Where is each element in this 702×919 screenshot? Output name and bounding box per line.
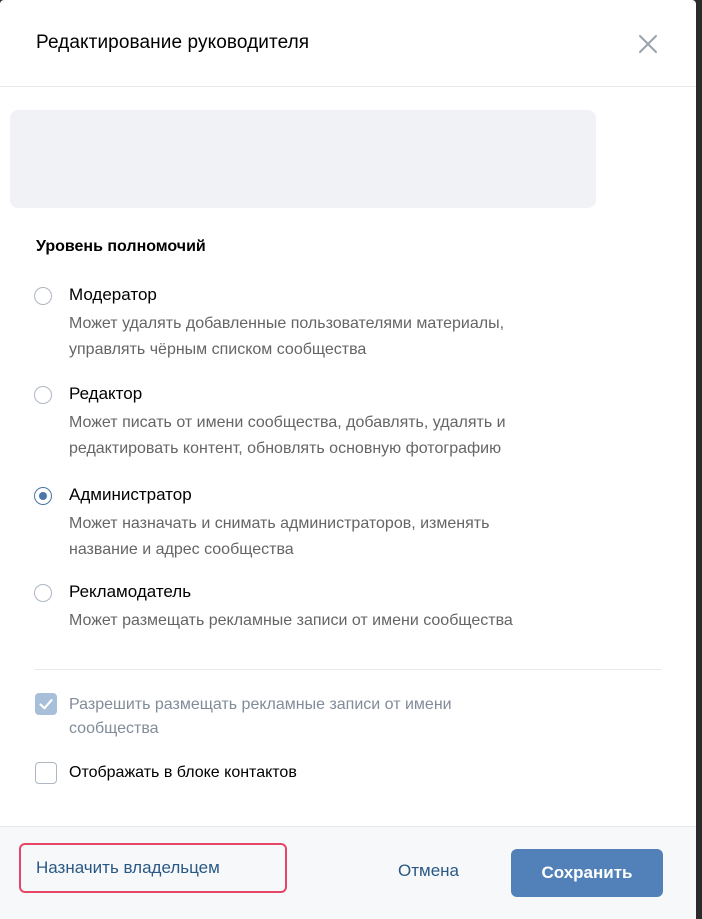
allow-ads-checkbox[interactable] — [35, 693, 57, 715]
option-description — [69, 608, 639, 634]
divider — [35, 669, 661, 670]
description-line: название и адрес сообщества — [69, 541, 294, 558]
option-description — [69, 311, 639, 363]
radio-option-editor[interactable] — [34, 383, 674, 463]
assign-owner-label: Назначить владельцем — [36, 858, 220, 877]
advertiser-radio[interactable] — [34, 584, 52, 602]
dialog-title: Редактирование руководителя — [36, 32, 310, 53]
description-line: Может назначать и снимать администраторов, изменять — [69, 515, 490, 532]
option-label: Администратор — [69, 485, 192, 504]
close-icon[interactable] — [636, 32, 660, 56]
option-label: Рекламодатель — [69, 582, 192, 601]
option-description — [69, 410, 639, 462]
checkmark-icon — [35, 693, 57, 715]
moderator-radio[interactable] — [34, 287, 52, 305]
show-in-contacts-label[interactable]: Отображать в блоке контактов — [69, 764, 297, 781]
checkbox-label-line: сообщества — [69, 720, 159, 737]
radio-option-administrator[interactable] — [34, 484, 674, 564]
description-line: Может удалять добавленные пользователями материалы, — [69, 315, 505, 332]
description-line: Может размещать рекламные записи от имени сообщества — [69, 612, 513, 629]
option-label: Модератор — [69, 285, 157, 304]
manager-card-placeholder — [10, 110, 596, 208]
allow-ads-label — [69, 693, 452, 741]
radio-option-moderator[interactable] — [34, 284, 674, 364]
checkbox-label-line: Разрешить размещать рекламные записи от имени — [69, 696, 452, 713]
save-button[interactable]: Сохранить — [511, 849, 663, 897]
show-in-contacts-checkbox[interactable] — [35, 762, 57, 784]
radio-option-advertiser[interactable] — [34, 581, 674, 637]
dialog-header — [0, 0, 696, 87]
permission-level-label: Уровень полномочий — [36, 238, 206, 255]
editor-radio[interactable] — [34, 386, 52, 404]
assign-owner-button[interactable] — [19, 843, 287, 893]
description-line: управлять чёрным списком сообщества — [69, 341, 367, 358]
description-line: Может писать от имени сообщества, добавлять, удалять и — [69, 414, 506, 431]
description-line: редактировать контент, обновлять основную фотографию — [69, 440, 502, 457]
option-description — [69, 511, 639, 563]
option-label: Редактор — [69, 384, 143, 403]
administrator-radio[interactable] — [34, 487, 52, 505]
cancel-button[interactable]: Отмена — [398, 861, 459, 880]
